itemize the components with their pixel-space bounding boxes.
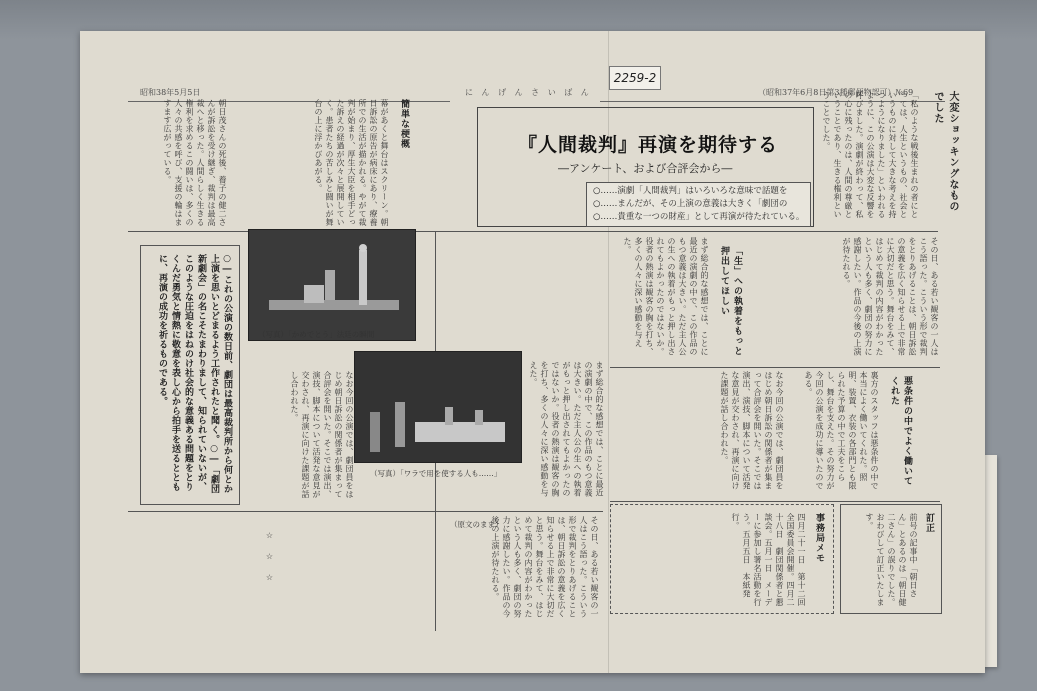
work-text: 裏方のスタッフは悪条件の中で本当によく働いてくれた。照明、装置、衣装の各部門とも限られた予算の中で工夫をこらし、舞台を支えた。その努力が今回の公演を成功に導いたのである。	[804, 371, 879, 490]
archive-label: 2259-2	[609, 66, 661, 90]
shock-text: 「私のような戦後生まれの者にとっては、人生というもの、社会というものに対して大きな考えを持つようになりました」といわれるように、この公演は大変な反響を呼びました。演劇が終わって、私の心に残ったのは、人間の尊厳ということであり、生きる権利ということでした。	[822, 91, 919, 219]
registration: （昭和37年6月8日第3種郵便物認可）№69	[758, 88, 914, 97]
date-left: 昭和38年5月5日	[140, 88, 201, 97]
easy-text: 幕があくと舞台はスクリーン。朝日訴訟の原告が病床にあり、療養所での生活が描かれる。やがて裁判が始まり、厚生大臣を相手どった訴えの経過が次々と展開していく。患者たちの苦しみと闘いが舞台の上に浮かびあがる。	[314, 99, 389, 227]
headline-box	[477, 107, 814, 227]
section-rule-4	[128, 511, 603, 512]
photo-2-caption: （写真）「ワラで用を使する人も……」	[370, 469, 502, 478]
bottom-text: その日、ある若い観客の一人はこう語った。こういう形で裁判をとりあげることは、朝日訴訟の意義を広く知らせる上で非常に大切だと思う。舞台をみて、はじめて裁判の内容がわかったという人も多く、劇団の努力に感謝したい。作品の今後の上演が待たれる。	[491, 516, 599, 618]
newspaper-page	[80, 31, 985, 673]
bullet-1: ○……演劇「人間裁判」はいろいろな意味で話題を	[593, 186, 788, 196]
appeal-text: ○―これの公演の数日前、劇団は最高裁判所から何とか上演を思いとどまるよう工作されたと聞く。○―「劇団新劇会」の名こそたまわりまして、知られていないが、このような圧迫をはねのけ社会的な意義ある問題をとりくんだ勇気と情熱に敬意を表し心から拍手を送るとともに、再演の成功を祈るものである。	[157, 254, 232, 494]
bottom-right-text: まず総合的な感想では、ことに最近の演劇の中で、この作品のもつ意義は大きい。ただ主人公の生への執着がもっと押し出されてもよかったのではないか。役者の熱演は観客の胸を打ち、多くの人々に深い感動を与えた。	[529, 361, 604, 497]
stage-photo-1	[248, 229, 416, 341]
urge-title: 「生」への執着をもっと押出してほしい	[719, 246, 742, 356]
left-top-text: 朝日茂さんの死後、養子の健二さんが訴訟を受け継ぎ、裁判は最高裁へと移った。人間らしく生きる権利を求めるこの闘いは、多くの人々の共感を呼び、支援の輪はますます広がっている。	[163, 99, 227, 227]
office-memo-title: 事務局メモ	[814, 513, 824, 563]
photo-1-caption: （写真）「かめでとう」法廷の瞬間	[258, 330, 375, 339]
masthead: に ん げ ん さ い ば ん	[465, 88, 592, 97]
bullet-2: ○……まんだが、その上演の意義は大きく「劇団の	[593, 199, 788, 209]
appeal-box	[140, 245, 240, 505]
section-rule-3	[610, 501, 940, 502]
bottom-mid-text: なお今回の公演では、劇団員をはじめ朝日訴訟の関係者が集まって合評会を開いた。そこでは演出、演技、脚本について活発な意見が交わされ、再演に向けた課題が話し合われた。	[290, 371, 354, 499]
correction-text: 前号の記事中「朝日さん」とあるのは「朝日健二さん」の誤りでした。おわびして訂正いたします。	[865, 513, 918, 607]
urge-text: まず総合的な感想では、ことに最近の演劇の中で、この作品のもつ意義は大きい。ただ主人公の生への執着がもっと押し出されてもよかったのではないか。役者の熱演は観客の胸を打ち、多くの人々に深い感動を与えた。	[623, 237, 709, 356]
headline-subtitle: ―アンケート、および合評会から―	[558, 162, 733, 175]
bullet-3: ○……貴重な一つの財産」として再演が待たれている。	[593, 212, 805, 222]
meeting-text: なお今回の公演では、劇団員をはじめ朝日訴訟の関係者が集まって合評会を開いた。そこでは演出、演技、脚本について活発な意見が交わされ、再演に向けた課題が話し合われた。	[720, 371, 784, 490]
section-rule-2	[610, 367, 940, 368]
easy-title: 簡単な梗概	[399, 99, 409, 149]
stars-decoration: ☆☆☆	[265, 531, 274, 594]
work-title: 悪条件の中でよく働いてくれた	[889, 376, 912, 486]
headline-bullets	[586, 182, 811, 227]
headline-title: 『人間裁判』再演を期待する	[518, 134, 779, 156]
shock-title: 大変ショッキングなものでした	[932, 91, 958, 212]
stage-photo-1-image	[249, 230, 415, 340]
office-memo-text: 四月二十一日 第十二回全国委員会開催。四月二十八日 劇団関係者と懇談会。五月一日 メーデーに参加し署名活動を行う。五月五日 本紙発行。	[731, 513, 806, 607]
correction-title: 訂正	[924, 513, 934, 533]
source-note: （原文のまま）	[450, 520, 503, 529]
correction-box	[840, 504, 942, 614]
office-memo-box	[610, 504, 834, 614]
right-column-text: その日、ある若い観客の一人はこう語った。こういう形で裁判をとりあげることは、朝日訴訟の意義を広く知らせる上で非常に大切だと思う。舞台をみて、はじめて裁判の内容がわかったという人も多く、劇団の努力に感謝したい。作品の今後の上演が待たれる。	[842, 237, 939, 356]
